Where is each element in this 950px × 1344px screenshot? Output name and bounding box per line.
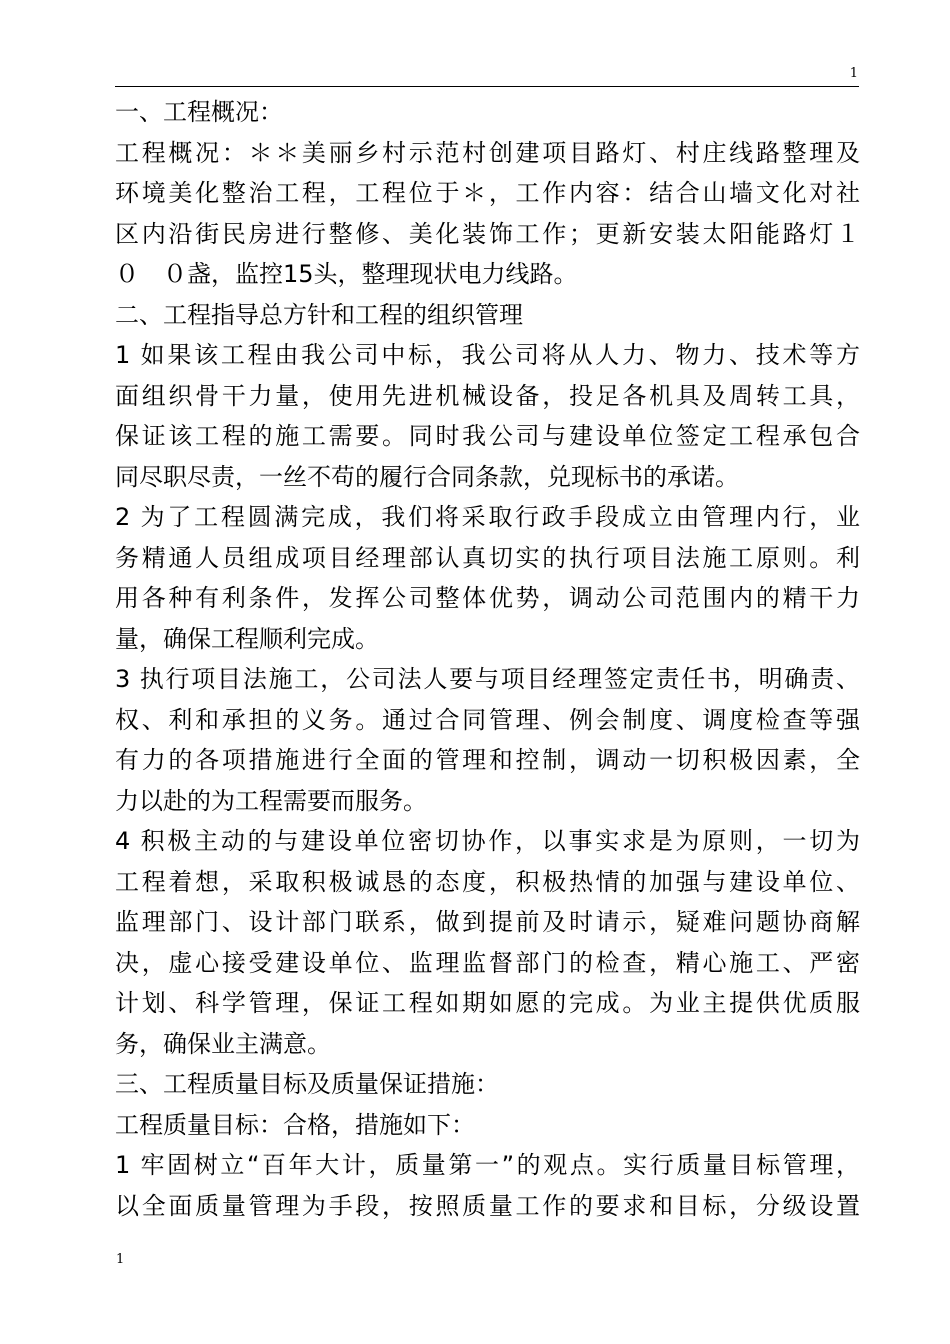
text-line: 保证该工程的施工需要。同时我公司与建设单位签定工程承包合 xyxy=(115,422,860,450)
footer-page-number: 1 xyxy=(116,1252,125,1267)
text-line: 区内沿街民房进行整修、美化装饰工作；更新安装太阳能路灯１ xyxy=(115,219,860,248)
text-line: 3 执行项目法施工，公司法人要与项目经理签定责任书，明确责、 xyxy=(115,665,860,693)
text-line: 三、工程质量目标及质量保证措施： xyxy=(115,1070,499,1098)
text-line: 决，虚心接受建设单位、监理监督部门的检查，精心施工、严密 xyxy=(115,948,860,977)
text-line: 以全面质量管理为手段，按照质量工作的要求和目标，分级设置 xyxy=(115,1191,860,1220)
text-line: 1 如果该工程由我公司中标，我公司将从人力、物力、技术等方 xyxy=(115,341,860,369)
text-line: 工程概况：＊＊美丽乡村示范村创建项目路灯、村庄线路整理及 xyxy=(115,138,860,167)
text-line: ０ ０盏，监控15头，整理现状电力线路。 xyxy=(115,260,578,288)
text-line: 量，确保工程顺利完成。 xyxy=(115,624,379,653)
text-line: 务，确保业主满意。 xyxy=(115,1029,331,1058)
text-line: 有力的各项措施进行全面的管理和控制，调动一切积极因素，全 xyxy=(115,746,860,774)
text-line: 用各种有利条件，发挥公司整体优势，调动公司范围内的精干力 xyxy=(115,584,860,612)
text-line: 一、工程概况： xyxy=(115,98,283,126)
document-body xyxy=(115,92,860,1226)
text-line: 务精通人员组成项目经理部认真切实的执行项目法施工原则。利 xyxy=(115,543,860,572)
text-line: 工程着想，采取积极诚恳的态度，积极热情的加强与建设单位、 xyxy=(115,867,860,896)
text-line: 环境美化整治工程，工程位于＊，工作内容：结合山墙文化对社 xyxy=(115,179,860,207)
text-line: 2 为了工程圆满完成，我们将采取行政手段成立由管理内行，业 xyxy=(115,503,860,531)
text-line: 工程质量目标：合格，措施如下： xyxy=(115,1110,475,1139)
header-rule xyxy=(115,86,859,87)
header-page-number: 1 xyxy=(849,66,858,81)
text-line: 权、利和承担的义务。通过合同管理、例会制度、调度检查等强 xyxy=(115,705,860,734)
text-line: 1 牢固树立“百年大计，质量第一”的观点。实行质量目标管理， xyxy=(115,1151,860,1179)
text-line: 同尽职尽责，一丝不苟的履行合同条款，兑现标书的承诺。 xyxy=(115,462,739,491)
text-line: 二、工程指导总方针和工程的组织管理 xyxy=(115,300,523,329)
text-line: 4 积极主动的与建设单位密切协作，以事实求是为原则，一切为 xyxy=(115,827,860,855)
text-line: 监理部门、设计部门联系，做到提前及时请示，疑难问题协商解 xyxy=(115,908,860,936)
text-line: 面组织骨干力量，使用先进机械设备，投足各机具及周转工具， xyxy=(115,381,860,410)
text-line: 力以赴的为工程需要而服务。 xyxy=(115,786,427,815)
text-line: 计划、科学管理，保证工程如期如愿的完成。为业主提供优质服 xyxy=(115,989,860,1017)
